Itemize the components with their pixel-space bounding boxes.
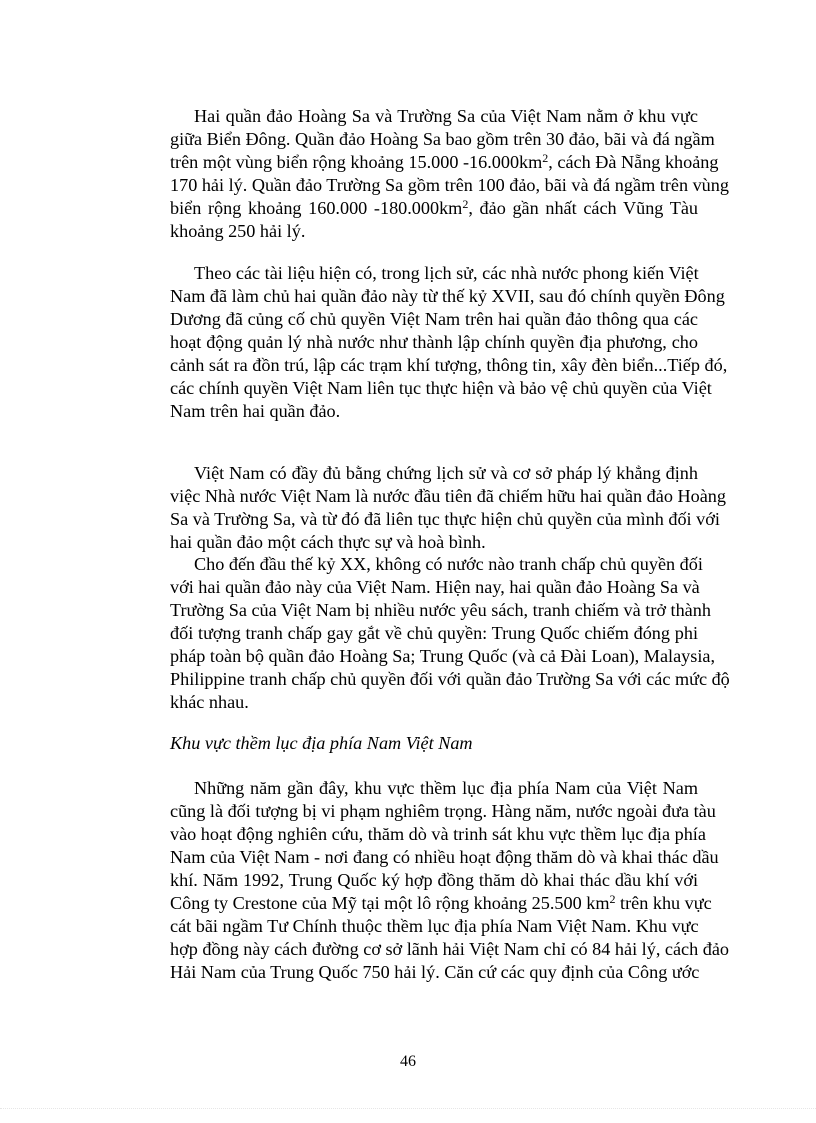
text-line: biển rộng khoảng 160.000 $-180.000km^2$, đảo gần nhất cách Vũng Tàu	[170, 197, 698, 218]
paragraph-3	[170, 462, 726, 554]
text-line: pháp toàn bộ quần đảo Hoàng Sa; Trung Quốc (và cả Đài Loan), Malaysia,	[170, 646, 715, 666]
text-line: Hai quần đảo Hoàng Sa và Trường Sa của Việt Nam nằm ở khu vực	[194, 106, 698, 126]
text-line: đối tượng tranh chấp gay gắt về chủ quyền: Trung Quốc chiếm đóng phi	[170, 623, 698, 643]
text-line: Sa và Trường Sa, và từ đó đã liên tục thực hiện chủ quyền của mình đối với	[170, 509, 720, 529]
paragraph-5	[170, 777, 730, 984]
text-line: hợp đồng này cách đường cơ sở lãnh hải Việt Nam chỉ có 84 hải lý, cách đảo	[170, 939, 730, 959]
text-line: Philippine tranh chấp chủ quyền đối với quần đảo Trường Sa với các mức độ	[170, 669, 730, 689]
text-line: Nam đã làm chủ hai quần đảo này từ thế kỷ XVII, sau đó chính quyền Đông	[170, 286, 725, 306]
page-number: 46	[400, 1053, 416, 1070]
text-line: với hai quần đảo này của Việt Nam. Hiện nay, hai quần đảo Hoàng Sa và	[170, 577, 700, 597]
text-line: cũng là đối tượng bị vi phạm nghiêm trọng. Hàng năm, nước ngoài đưa tàu	[170, 801, 716, 821]
text-line: khí. Năm 1992, Trung Quốc ký hợp đồng thăm dò khai thác dầu khí với	[170, 870, 698, 890]
text-line: Cho đến đầu thế kỷ XX, không có nước nào tranh chấp chủ quyền đối	[194, 554, 703, 574]
text-line: việc Nhà nước Việt Nam là nước đầu tiên đã chiếm hữu hai quần đảo Hoàng	[170, 486, 726, 506]
text-line: vào hoạt động nghiên cứu, thăm dò và trinh sát khu vực thềm lục địa phía	[170, 824, 706, 844]
paragraph-2	[170, 262, 728, 423]
paragraph-4	[170, 553, 730, 714]
text-line: hai quần đảo một cách thực sự và hoà bình.	[170, 532, 486, 552]
text-line: cảnh sát ra đồn trú, lập các trạm khí tượng, thông tin, xây đèn biển...Tiếp đó,	[170, 355, 728, 375]
text-line: giữa Biển Đông. Quần đảo Hoàng Sa bao gồm trên 30 đảo, bãi và đá ngầm	[170, 129, 715, 149]
text-line: các chính quyền Việt Nam liên tục thực hiện và bảo vệ chủ quyền của Việt	[170, 378, 712, 398]
text-line: Những năm gần đây, khu vực thềm lục địa phía Nam của Việt Nam	[194, 778, 698, 798]
text-line: cát bãi ngầm Tư Chính thuộc thềm lục địa phía Nam Việt Nam. Khu vực	[170, 916, 699, 936]
text-line: Trường Sa của Việt Nam bị nhiều nước yêu sách, tranh chiếm và trở thành	[170, 600, 711, 620]
text-line: trên một vùng biển rộng khoảng 15.000 $-16.000km^2$, cách Đà Nẵng khoảng	[170, 151, 719, 172]
text-line: 170 hải lý. Quần đảo Trường Sa gồm trên 100 đảo, bãi và đá ngầm trên vùng	[170, 175, 729, 195]
text-line: Nam của Việt Nam - nơi đang có nhiều hoạt động thăm dò và khai thác dầu	[170, 847, 719, 867]
text-line: Hải Nam của Trung Quốc 750 hải lý. Căn cứ các quy định của Công ước	[170, 962, 700, 982]
text-line: hoạt động quản lý nhà nước như thành lập chính quyền địa phương, cho	[170, 332, 698, 352]
text-line: Theo các tài liệu hiện có, trong lịch sử, các nhà nước phong kiến Việt	[194, 263, 699, 283]
text-line: Nam trên hai quần đảo.	[170, 401, 341, 421]
page-bottom-edge	[0, 1108, 816, 1109]
text-line: khác nhau.	[170, 692, 249, 712]
section-heading: Khu vực thềm lục địa phía Nam Việt Nam	[170, 733, 473, 753]
text-line: Dương đã củng cố chủ quyền Việt Nam trên hai quần đảo thông qua các	[170, 309, 698, 329]
text-line: Việt Nam có đầy đủ bằng chứng lịch sử và cơ sở pháp lý khẳng định	[194, 463, 698, 483]
text-line: Công ty Crestone của Mỹ tại một lô rộng khoảng 25.500 $km^2$ trên khu vực	[170, 892, 712, 913]
text-line: khoảng 250 hải lý.	[170, 221, 306, 241]
paragraph-1	[170, 105, 729, 243]
